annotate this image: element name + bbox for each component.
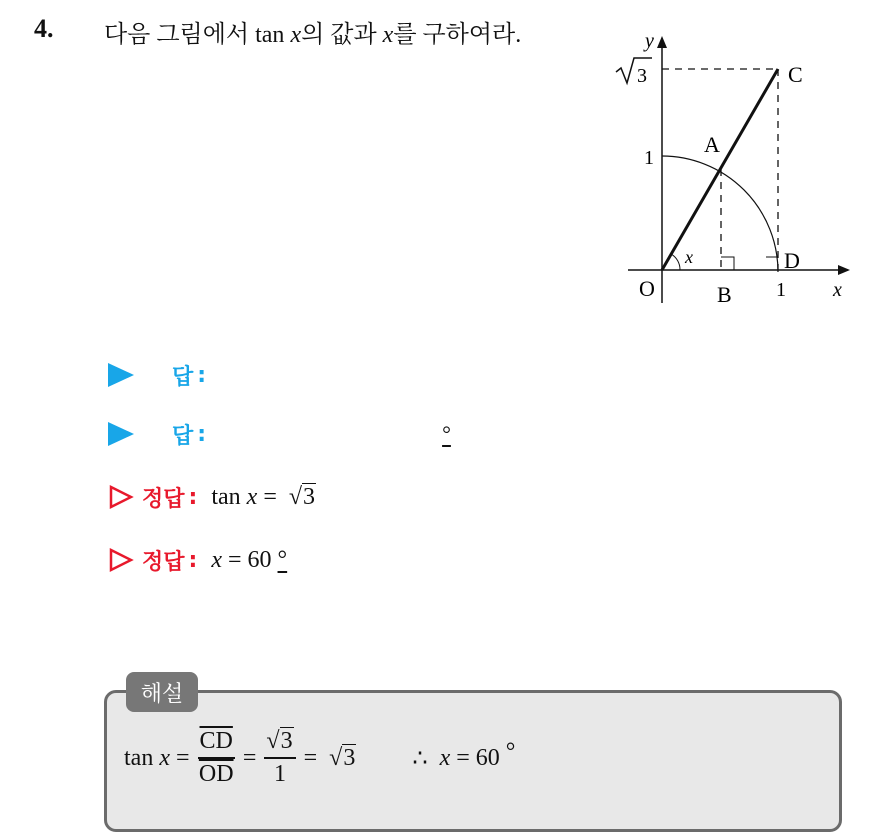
equals-sign: = [263,483,277,510]
correct-answer-label: 정답 [142,549,185,575]
answer-colon: : [197,421,207,447]
degree-value: 60 [247,546,272,573]
line-oc [662,69,778,270]
y-axis-arrow [657,36,667,48]
fraction-sqrt3-1 [264,728,295,788]
right-angle-mark-b [721,257,734,270]
correct-answer-colon: : [188,547,198,573]
degree-blank: ° [442,421,451,446]
segment-od: OD [198,761,234,787]
variable-x: x [246,483,258,510]
answer-label: 답 [172,423,194,449]
degree-symbol: ° [277,546,288,573]
label-c: C [788,62,803,87]
therefore-symbol: ∴ [412,745,428,772]
equals-sign: = [456,744,470,771]
label-sqrt3: 3 [637,65,647,87]
label-one-y: 1 [644,147,654,169]
outline-triangle-icon [108,547,134,573]
answer-colon: : [197,362,207,388]
question-text-before: 다음 그림에서 [104,22,256,48]
explanation-tag: 해설 [126,672,198,712]
correct-answer-row-1 [108,479,316,515]
question-text-after: 를 구하여라. [393,22,522,48]
degree-value: 60 [475,744,500,771]
play-icon [108,363,134,387]
label-one-x: 1 [776,279,786,301]
answer-label: 답 [172,364,194,390]
label-a: A [704,132,720,157]
fraction-cd-od [198,728,235,788]
x-axis-arrow [838,265,850,275]
tan-function: tan [211,483,241,510]
variable-x: x [159,744,170,771]
correct-answer-colon: : [188,484,198,510]
variable-x: x [290,22,302,48]
equals-sign: = [175,744,190,771]
label-x-axis: x [833,279,842,301]
question-number: 4. [34,14,54,43]
correct-answer-2 [211,547,287,574]
sqrt-radicand: 3 [280,728,293,754]
explanation-formula: tan x = $\frac{\overline{CD}}{OD}$ = $\frac{√3}{1}$ = √ 3 ∴ x = 60 ° [124,728,516,787]
label-y: y [645,30,654,52]
angle-arc [671,254,680,270]
answer-row-2 [108,416,451,452]
degree-symbol: ° [505,738,516,765]
correct-answer-row-2 [108,542,287,578]
outline-triangle-icon [108,484,134,510]
fraction-numerator: √3 [264,728,295,759]
tan-function: tan [255,22,285,48]
variable-x-2: x [382,22,394,48]
question-text [104,14,521,49]
answer-row-1 [108,357,206,393]
segment-cd: $\overline{CD}$ [198,728,235,759]
variable-x: x [439,744,451,771]
equals-sign: = [303,744,318,771]
label-d: D [784,248,800,273]
sqrt-result: 3 [343,745,356,771]
label-b: B [717,282,732,307]
correct-answer-label: 정답 [142,486,185,512]
unit-arc [662,156,778,272]
play-icon [108,422,134,446]
equals-sign: = [242,744,257,771]
question-text-middle: 의 값과 [301,22,383,48]
unit-circle-diagram [612,28,862,308]
fraction-denominator: 1 [274,761,286,787]
equals-sign: = [227,546,242,573]
label-angle-x: x [685,247,693,267]
sqrt-radicand: 3 [303,483,316,510]
label-o: O [639,276,655,301]
correct-answer-1: tan x = √3 [211,483,316,510]
variable-x: x [211,546,222,573]
tan-function: tan [124,744,154,771]
